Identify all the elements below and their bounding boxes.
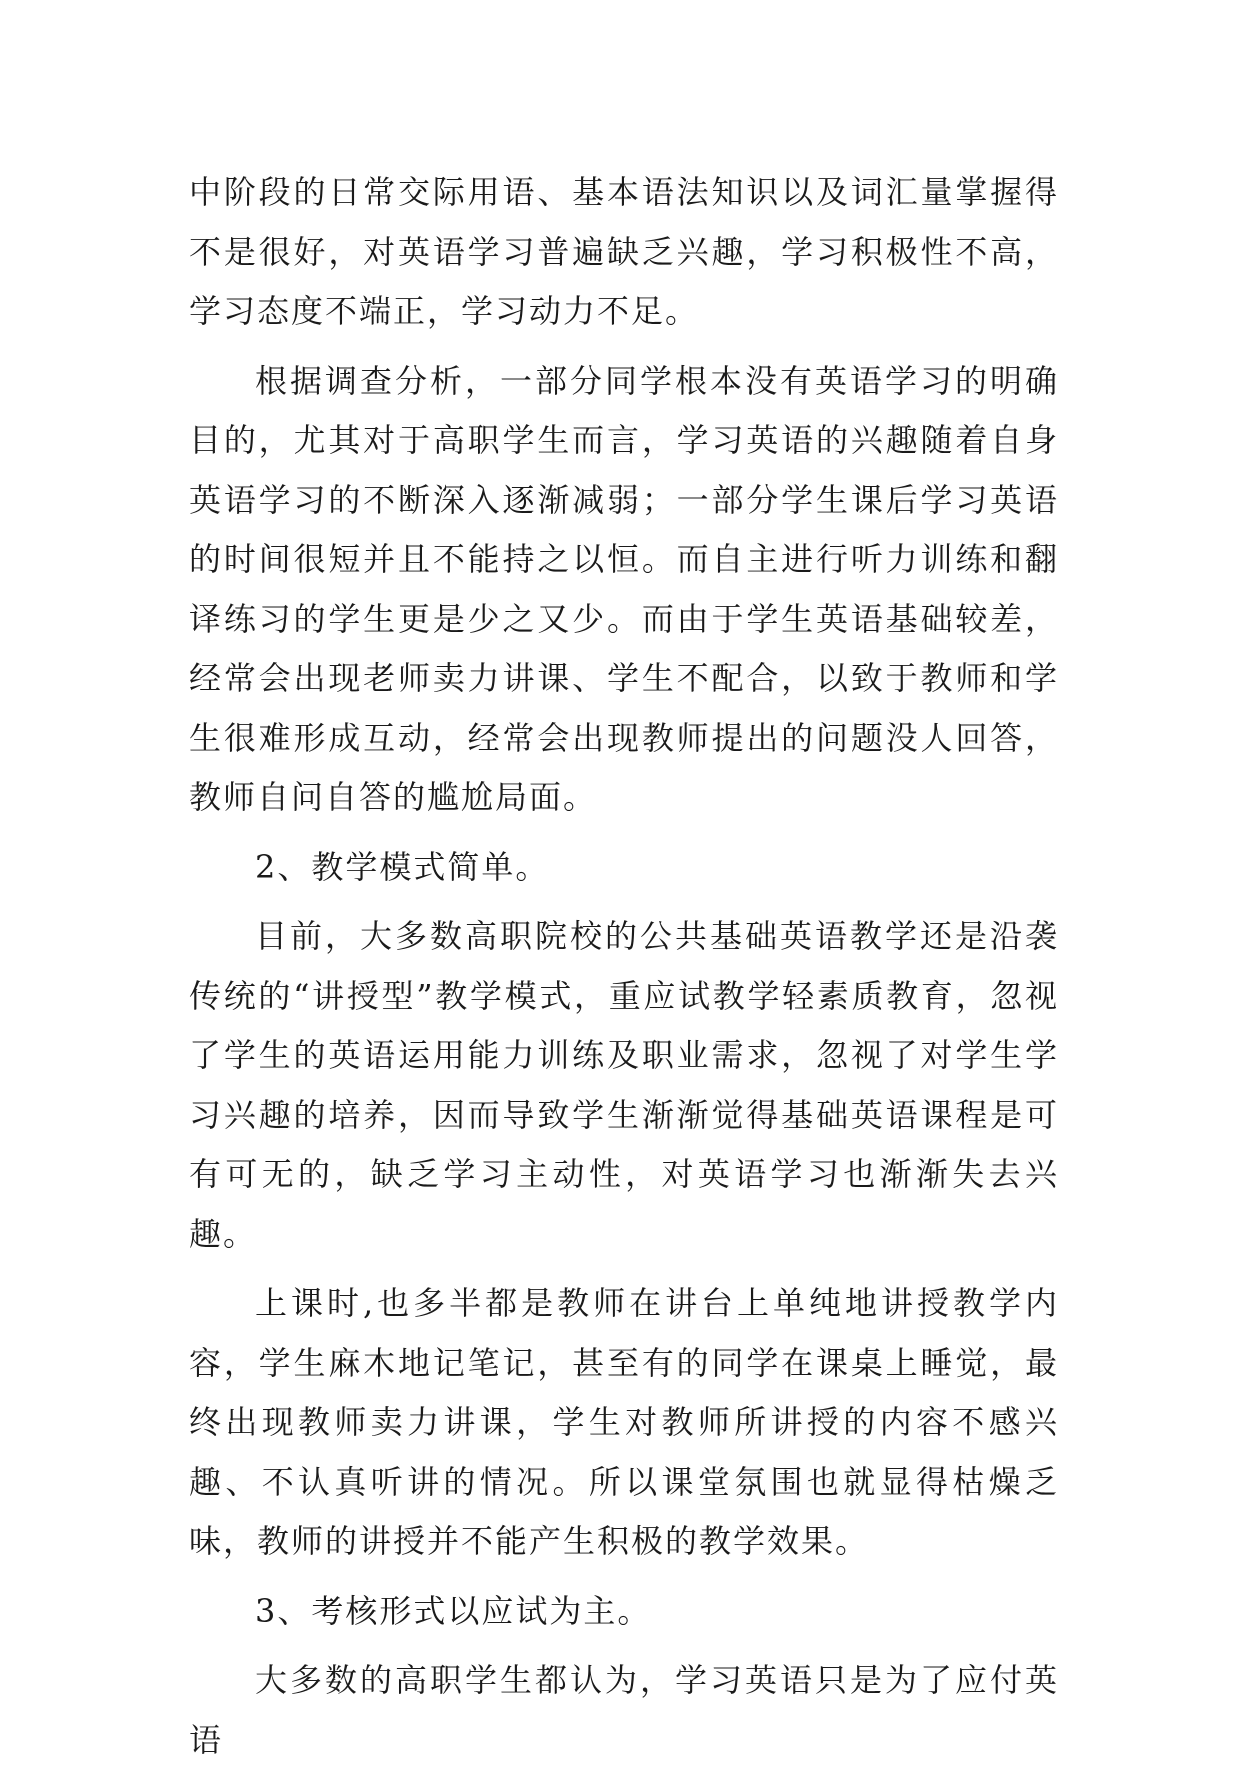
paragraph: 大多数的高职学生都认为，学习英语只是为了应付英语 [189, 1661, 1059, 1759]
paragraph: 上课时,也多半都是教师在讲台上单纯地讲授教学内容，学生麻木地记笔记，甚至有的同学在课桌上睡觉，最终出现教师卖力讲课，学生对教师所讲授的内容不感兴趣、不认真听讲的情况。所以课堂氛围也就显得枯燥乏味，教师的讲授并不能产生积极的教学效果。 [189, 1284, 1059, 1560]
paragraph: 目前，大多数高职院校的公共基础英语教学还是沿袭传统的“讲授型”教学模式，重应试教学轻素质教育，忽视了学生的英语运用能力训练及职业需求，忽视了对学生学习兴趣的培养，因而导致学生渐渐觉得基础英语课程是可有可无的，缺乏学习主动性，对英语学习也渐渐失去兴趣。 [189, 917, 1059, 1253]
section-heading: 2、教学模式简单。 [255, 847, 550, 886]
section-heading: 3、考核形式以应试为主。 [255, 1591, 652, 1630]
paragraph: 中阶段的日常交际用语、基本语法知识以及词汇量掌握得不是很好，对英语学习普遍缺乏兴趣，学习积极性不高，学习态度不端正，学习动力不足。 [189, 173, 1059, 330]
paragraph: 根据调查分析，一部分同学根本没有英语学习的明确目的，尤其对于高职学生而言，学习英语的兴趣随着自身英语学习的不断深入逐渐减弱；一部分学生课后学习英语的时间很短并且不能持之以恒。而自主进行听力训练和翻译练习的学生更是少之又少。而由于学生英语基础较差，经常会出现老师卖力讲课、学生不配合，以致于教师和学生很难形成互动，经常会出现教师提出的问题没人回答，教师自问自答的尴尬局面。 [189, 361, 1059, 816]
document-body [189, 163, 1059, 1780]
